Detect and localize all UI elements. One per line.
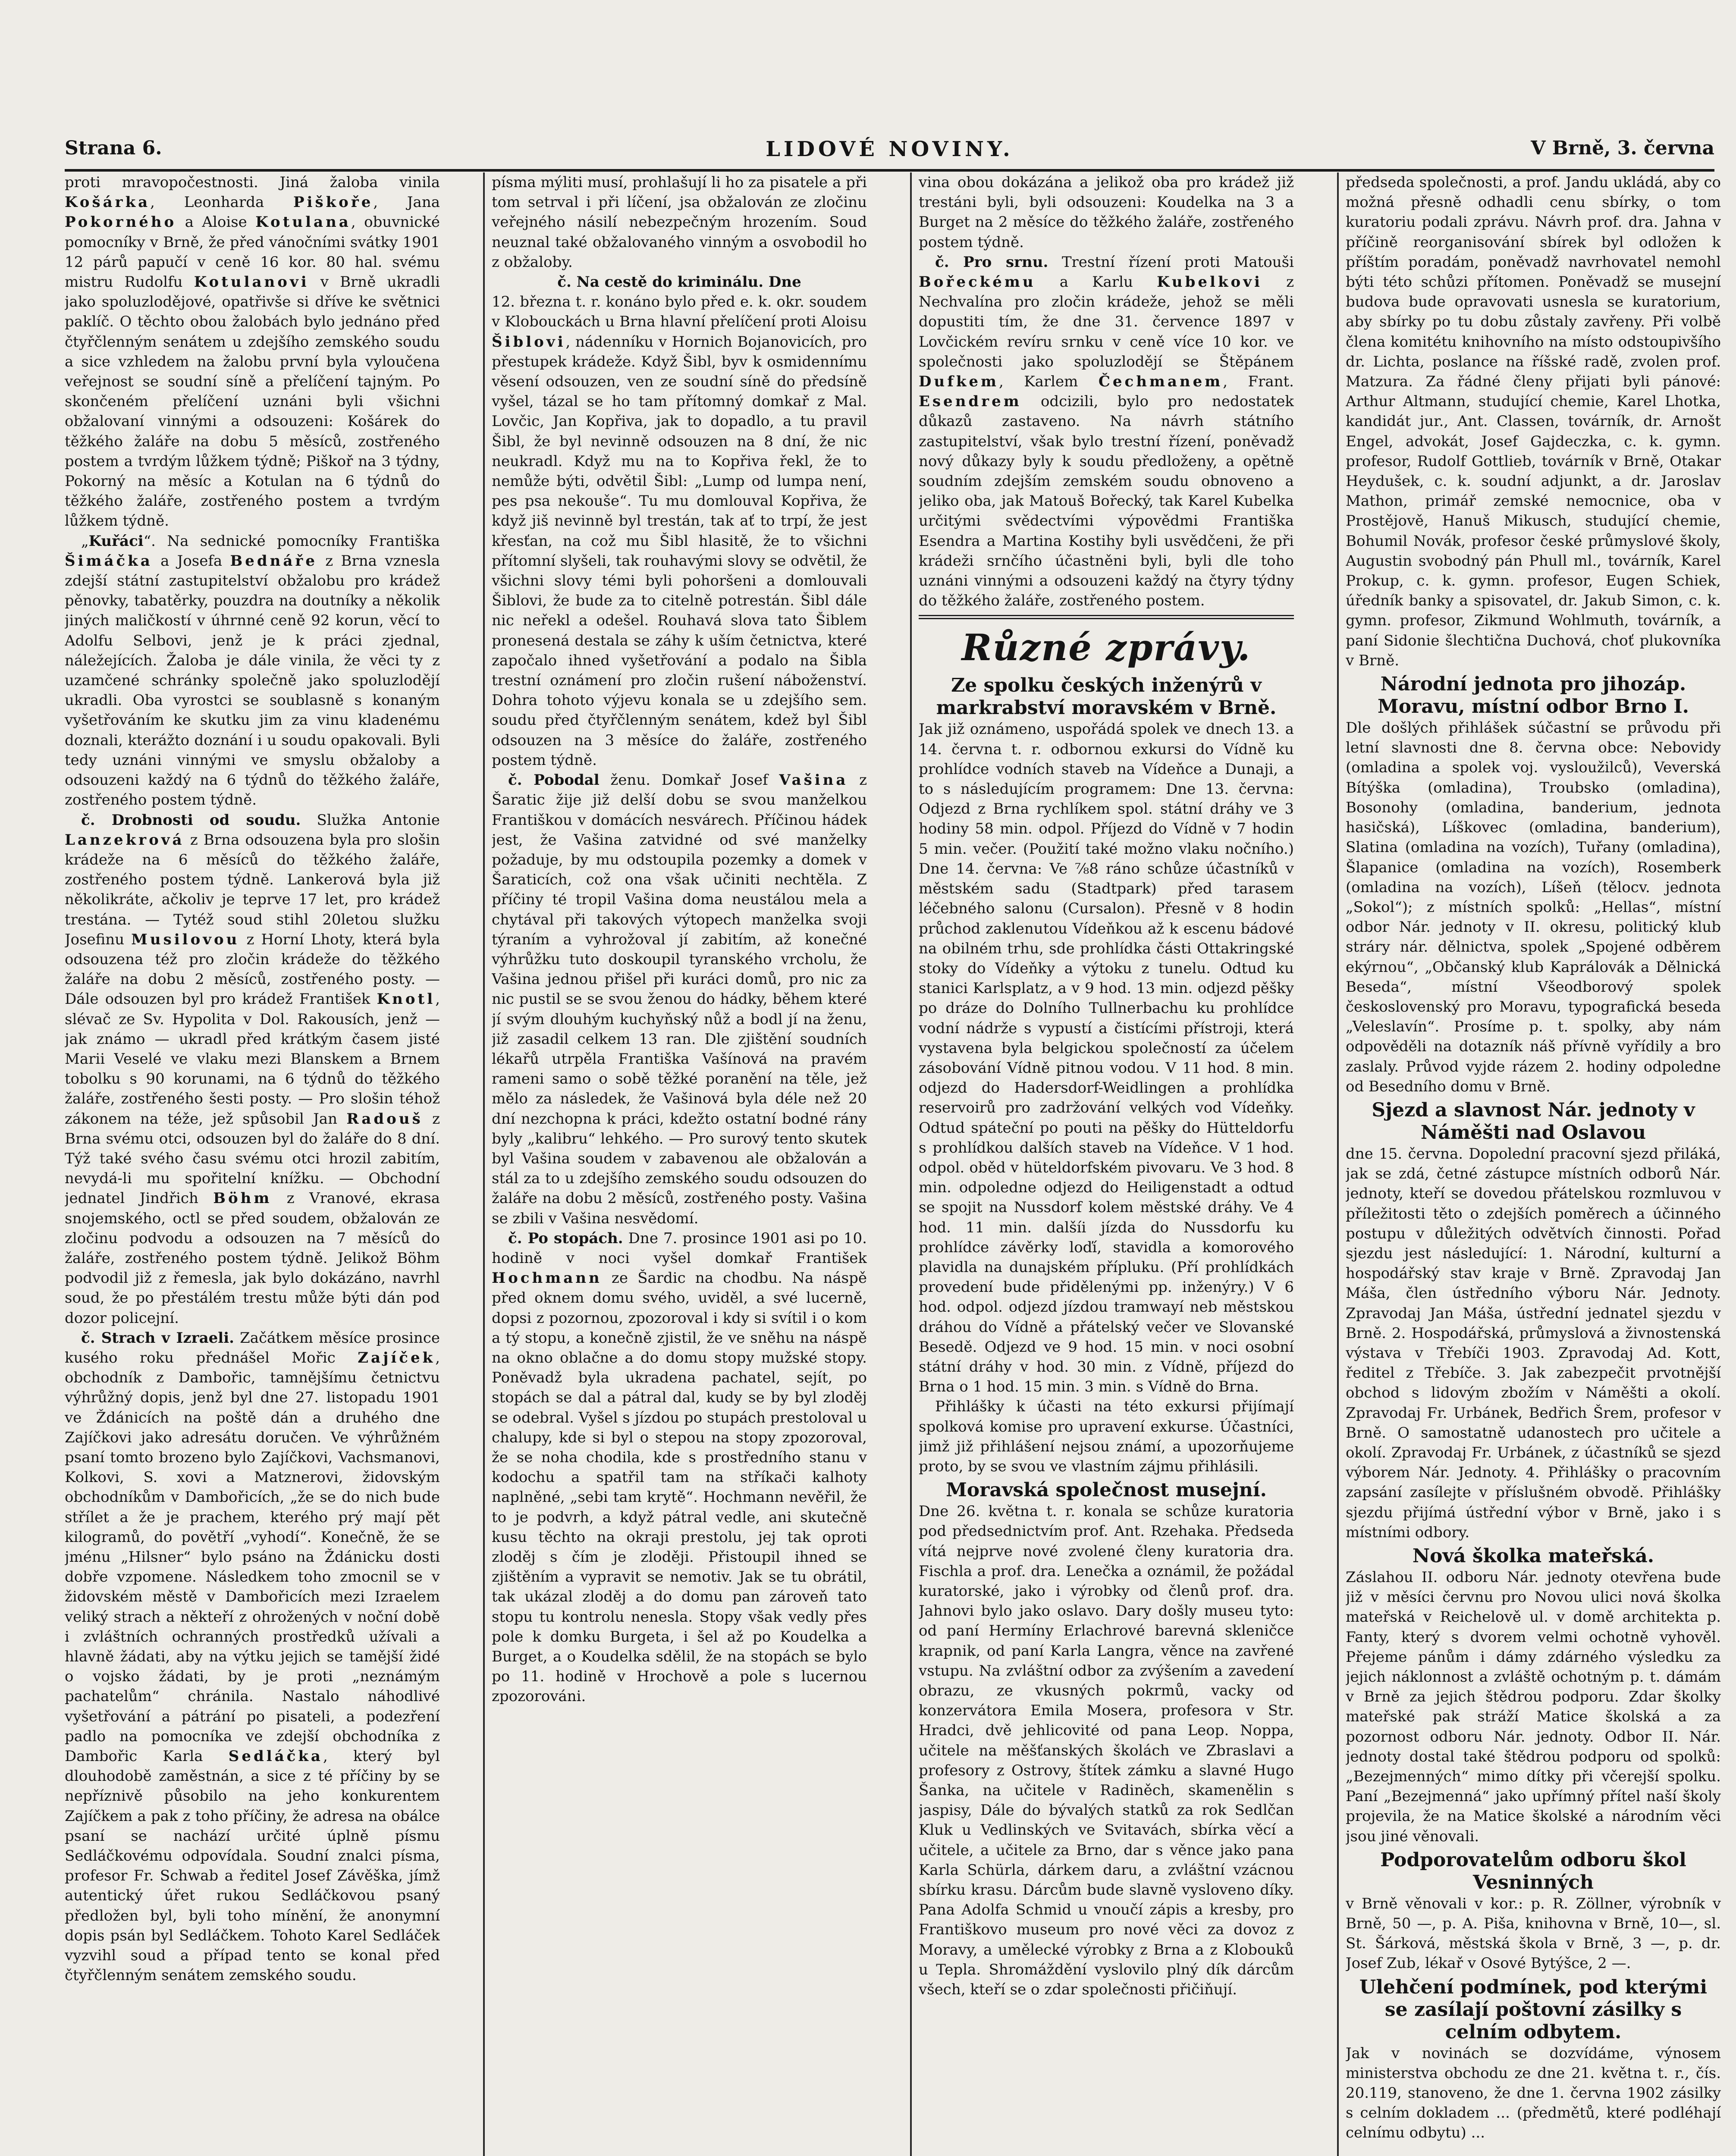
article-title: Podporovatelům odboru škol Vesninných <box>1380 1849 1686 1893</box>
article-paragraph: proti mravopočestnosti. Jiná žaloba vinila Košárka, Leonharda Piškoře, Jana Pokorného a Aloise Kotulana, obuvnické pomocníky v Brně, že před vánočními svátky 1901 12 párů papučí v ceně 16 kor. 80 hal. svému mistru Rudolfu Kotulanovi v Brně ukradli jako spoluzlodějové, opatřivše si dříve ke světnici paklíč. O těchto obou žalobách bylo jednáno před čtyřčlenným senátem u zdejšího zemského soudu a sice vzhledem na žalobu první byla vyloučena veřejnost se soudní síně a přelíčení tajným. Po skončeném přelíčení uznáni byli všichni obžalovaní vinnými a odsouzeni: Košárek do těžkého žaláře na dobu 5 měsíců, zostřeného postem a tvrdým lůžkem týdně; Piškoř na 3 týdny, Pokorný na měsíc a Kotulan na 6 týdnů do těžkého žaláře, zostřeného postem a tvrdým lůžkem týdně. <box>65 174 440 530</box>
article-paragraph: Záslahou II. odboru Nár. jednoty otevřena bude již v měsíci červnu pro Novou ulici nová školka mateřská v Reichelově ul. v domě architekta p. Fanty, který s dvorem velmi ochotně vyhověl. Přejeme pánům i dámy zdárného výsledku za jejich náklonnost a zvláště ochotným p. t. dámám v Brně za jejich štědrou podporu. Zdar školky mateřské pak stráží Matice školská a za pozornost odboru Nár. jednoty. Odbor II. Nár. jednoty dostal také štědrou podporu od spolků: „Bezejmenných“ mimo dítky při včerejší spolku. Paní „Bezejmenná“ jako upřímný přítel naší školy projevila, že na Matice školské a národním věci jsou jiné věnovali. <box>1346 1569 1721 1845</box>
column-1 <box>65 172 440 2156</box>
article-title: Ulehčení podmínek, pod kterými se zasílají poštovní zásilky s celním odbytem. <box>1359 1976 1708 2043</box>
section-heading: Různé zprávy. <box>961 626 1251 669</box>
column-divider <box>910 172 912 2156</box>
article-paragraph: č. Strach v Izraeli. Začátkem měsíce prosince kusého roku přednášel Mořic Zajíček, obchodník z Dambořic, tamnějšímu četnictvu výhrůžný dopis, jenž byl dne 27. listopadu 1901 ve Ždánicích na poště dán a druhého dne Zajíčkovi jako adresátu doručen. Ve výhrůžném psaní tomto brozeno bylo Zajíčkovi, Vachsmanovi, Kolkovi, S. xovi a Matznerovi, židovským obchodníkům v Dambořicích, „že se do nich bude střílet a že je prachem, kterého prý mají pět kilogramů, do povětří „vyhodí“. Konečně, že se jménu „Hilsner“ bylo psáno na Ždánicku dosti dobře vzpomene. Následkem toho zmocnil se v židovském městě v Dambořicích mezi Izraelem veliký strach a někteří z ohrožených v noční době i zvláštních ochranných prostředků užívali a hlavně žádati, aby na výtku jejich se tamější židé o vojsko žádati, by je proti „neznámým pachatelům“ chránila. Nastalo náhodlivé vyšetřování a pátrání po pisateli, a podezření padlo na pomocníka ve zdejší obchodníka z Dambořic Karla Sedláčka, který byl dlouhodobě zaměstnán, a sice z té příčiny by se nepříznivě působilo na jeho konkurentem Zajíčkem a pak z toho příčiny, že adresa na obálce psaní se nachází určité úplně písmu Sedláčkovému odpovídala. Soudní znalci písma, profesor Fr. Schwab a ředitel Josef Závěška, jímž autentický úřet rukou Sedláčkovou psaný předložen byl, byli toho mínění, že anonymní dopis psán byl Sedláčkem. Tohoto Karel Sedláček vyzvihl soud a případ tento se konal před čtyřčlenným senátem zemského soudu. <box>65 1329 440 1984</box>
article-title: Nová školka mateřská. <box>1412 1545 1654 1567</box>
article-paragraph: Dle došlých přihlášek súčastní se průvodu při letní slavnosti dne 8. června obce: Nebovidy (omladina a spolek voj. vysloužilců), Veverská Bítýška (omladina), Troubsko (omladina), Bosonohy (omladina, banderium, jednota hasičská), Líškovec (omladina, banderium), Slatina (omladina na vozích), Tuřany (omladina), Šlapanice (omladina na vozích), Rosemberk (omladina na vozích), Líšeň (tělocv. jednota „Sokol“); z místních spolků: „Hellas“, místní odbor Nár. jednoty v II. okresu, politický klub stráry nár. dělnictva, spolek „Spojené odběrem ekýrnou“, „Občanský klub Kaprálovák a Dělnická Beseda“, místní Všeodborový spolek československý pro Moravu, typografická beseda „Veleslavín“. Prosíme p. t. spolky, aby nám odpověděli na dotazník náš přívně vyřídily a bro zaslaly. Průvod vyjde rázem 2. hodiny odpoledne od Besedního domu v Brně. <box>1346 719 1721 1095</box>
article-title: Moravská společnost musejní. <box>946 1479 1267 1501</box>
article-title: Národní jednota pro jihozáp. Moravu, místní odbor Brno I. <box>1378 673 1689 718</box>
column-divider <box>483 172 485 2156</box>
article-paragraph: č. Pro srnu. Trestní řízení proti Matouši Bořeckému a Karlu Kubelkovi z Nechvalína pro zločin krádeže, jehož se měli dopustiti tím, že dne 31. července 1897 v Lovčickém revíru srnku v ceně více 10 kor. ve společnosti jako spoluzlodějí se Štěpánem Dufkem, Karlem Čechmanem, Frant. Esendrem odcizili, bylo pro nedostatek důkazů zastaveno. Na návrh státního zastupitelství, však bylo trestní řízení, poněvadž nový důkazy byly k soudu předloženy, a opětně soudním zdejším zemském soudu obnoveno a jeliko oba, jak Matouš Bořecký, tak Karel Kubelka určitými svědectvími výpovědmi Františka Esendra a Martina Kostihy byli usvědčeni, že při krádeži srnčího účastněni byli, byli dle toho uznáni vinnými a odsouzeni každý na čtyry týdny do těžkého žaláře, zostřeného postem. <box>919 253 1294 610</box>
article-paragraph: č. Po stopách. Dne 7. prosince 1901 asi po 10. hodině v noci vyšel domkař František Hochmann ze Šardic na chodbu. Na náspě před oknem domu svého, uviděl, a své lucerně, dopsi z pozornou, zpozoroval i kdy si svítil i o kom a tý stopu, a konečně zjistil, že ve sněhu na náspě na okno oblačne a do domu stopy mužské stopy. Poněvadž byla ukradena pachatel, sejít, po stopách se dal a pátral dal, kudy se by byl zloděj se odebral. Vyšel s jízdou po stupách prestoloval u chalupy, kde si byl o stepou na stopy zpozoroval, že se noha chodila, kde s prostředního stanu v kodochu a spatřil tam na stříkači kalhoty naplněné, „sebi tam krytě“. Hochmann nevěřil, že to je podvrh, a když pátral vedle, ani skutečně kusu těchto na okraji prestolu, jej tak oproti zloděj s čím je zloději. Přistoupil ihned se zjištěním a vypravit se nemotiv. Jak se tu obrátil, tak ukázal zloděj a do domu pan zároveň tato stopu tu kontrolu nenesla. Stopy však vedly přes pole k domku Burgeta, i šel až po Koudelka a Burget, a o Koudelka sdělil, že na stopách se bylo po 11. hodině v Hrochově a pole s lucernou zpozorováni. <box>492 1229 867 1705</box>
article-paragraph: Dne 26. května t. r. konala se schůze kuratoria pod předsednictvím prof. Ant. Rzehaka. Předseda vítá nejprve nové zvolené členy kuratoria dra. Fischla a prof. dra. Lenečka a oznámil, že požádal kuratorské, jako i výrobky od členů prof. dra. Jahnovi bylo jako oslavo. Dary došly museu tyto: od paní Hermíny Erlachrové barevná skleničce krapnik, od paní Karla Langra, věnce na zavřené vstupu. Na zvláštní odbor za zvýšením a zavedení obrazu, ze vkusných pokrmů, vacky od konzervátora Emila Mosera, profesora v Str. Hradci, dvě jehlicovité od pana Leop. Noppa, učitele na měšťanských školách ve Zbraslavi a profesory z Ostrovy, štítek zámku a slavné Hugo Šanka, na učitele v Radiněch, skamenělin s jaspisy, Dále do bývalých statků za rok Sedlčan Kluk u Vedlinských ve Svitavách, sbírka věcí a učitele, a učitele za Brno, dar s věnce jako pana Karla Schürla, dárkem daru, a zvláštní vzácnou sbírku krasu. Dárcům bude slavně vysloveno díky. Pana Adolfa Schmid u vnoučí zápis a kresby, pro Františkovo museum pro nové věci za dovoz z Moravy, a umělecké výrobky z Brna a z Klobouků u Tepla. Shromáždění vyslovilo plný dík dárcům všech, kteří se o zdar společnosti přičiňují. <box>919 1503 1294 1999</box>
article-paragraph: Jak v novinách se dozvídáme, výnosem ministerstva obchodu ze dne 21. května t. r., čís. 20.119, stanoveno, že dne 1. června 1902 zásilky s celním dokladem ... (předmětů, které podléhají celnímu odbytu) ... <box>1346 2044 1721 2142</box>
article-paragraph: předseda společnosti, a prof. Jandu ukládá, aby co možná přesně odhadli cenu sbírky, o tom kuratoriu podali zprávu. Návrh prof. dra. Jahna v příčině reorganisování sbírek byl odložen k příštím poradám, poněvadž navrhovatel nemohl býti této schůzi přítomen. Poněvadž se musejní budova bude opravovati usnesla se kuratorium, aby sbírky po tu dobu zůstaly zavřeny. Při volbě člena komitétu knihovního na místo odstoupivšího dr. Lichta, poslance na říšské radě, zvolen prof. Matzura. Za řádné členy přijati byli pánové: Arthur Altmann, studující chemie, Karel Lhotka, kandidát jur., Ant. Classen, továrník, dr. Arnošt Engel, advokát, Josef Gajdeczka, c. k. gymn. profesor, Rudolf Gottlieb, továrník v Brně, Otakar Heydušek, c. k. soudní adjunkt, a dr. Jaroslav Mathon, primář zemské nemocnice, oba v Prostějově, Hanuš Mikusch, studující chemie, Bohumil Novák, profesor české průmyslové školy, Augustin svobodný pán Phull ml., továrník, Karel Prokup, c. k. gymn. profesor, Eugen Schiek, úředník banky a spisovatel, dr. Jakub Simon, c. k. gymn. profesor, Zikmund Wohlmuth, továrník, a paní Sidonie šlechtična Duchová, choť plukovníka v Brně. <box>1346 174 1721 669</box>
masthead-title: LIDOVÉ NOVINY. <box>766 137 1014 161</box>
article-paragraph: 12. března t. r. konáno bylo před e. k. okr. soudem v Klobouckách u Brna hlavní přelíčení proti Aloisu Šiblovi, nádenníku v Hornich Bojanovicích, pro přestupek krádeže. Když Šibl, byv k osmidennímu věsení odsouzen, ven ze soudní síně do předsíně vyšel, tázal se ho tam přítomný domkař z Mal. Lovčic, Jan Kopřiva, jak to dopadlo, a tu pravil Šibl, že byl nevinně odsouzen na 8 dní, že nic neukradl. Když mu na to Kopřiva řekl, že to nemůže býti, odvětil Šibl: „Lump od lumpa není, pes psa nekouše“. Tu mu domlouval Kopřiva, že když jiš nevinně byl trestán, tak ať to trpí, že jest křesťan, na což mu Šibl hlasitě, že to všichni přítomní slyšeli, tak rouhavými slovy se odvětil, že všichni slovy témi byli pohoršeni a domlouvali Šiblovi, že bude za to citelně potrestán. Šibl dále nic neřekl a odešel. Rouhavá slova tato Šiblem pronesená destala se záhy k uším četnictva, které započalo ihned vyšetřování a podalo na Šibla trestní oznámení pro zločin rušení náboženství. Dohra tohoto výjevu konala se u zdejšího sem. soudu před čtyřčlenným senátem, kdež byl Šibl odsouzen na 3 měsíce do žaláře, zostřeného postem týdně. <box>492 293 867 769</box>
article-paragraph: v Brně věnovali v kor.: p. R. Zöllner, výrobník v Brně, 50 —, p. A. Piša, knihovna v Brně, 10—, sl. St. Šárková, městská škola v Brně, 3 —, p. dr. Josef Zub, lékař v Osové Bytýšce, 2 —. <box>1346 1895 1721 1972</box>
article-paragraph: „Kuřáci“. Na sednické pomocníky Františka Šimáčka a Josefa Bednáře z Brna vznesla zdejší státní zastupitelství obžalobu pro krádež pěnovky, tabatěrky, pouzdra na doutníky a několik jiných maličkostí v úhrnné ceně 92 korun, věcí to Adolfu Selbovi, jenž je k práci zjednal, náležejících. Žaloba je dále vinila, že věci ty z uzamčené schránky společně jako spoluzlodějí ukradli. Oba vyrostci se soublasně s konaným vyšetřováním ke skutku jim za vinu kladenému doznali, kterážto doznání i u soudu opakovali. Byli tedy uznáni vinnými ve smyslu obžaloby a odsouzeni každý na 6 týdnů do těžkého žaláře, zostřeného postem týdně. <box>65 532 440 809</box>
header-rule <box>65 169 1714 172</box>
article-title: Sjezd a slavnost Nár. jednoty v Náměšti nad Oslavou <box>1372 1099 1695 1144</box>
section-rule <box>919 615 1294 619</box>
column-2 <box>492 172 867 2156</box>
page-header <box>65 137 1714 167</box>
place-date: V Brně, 3. června <box>1531 137 1714 159</box>
column-3 <box>919 172 1294 2156</box>
article-heading: č. Na cestě do kriminálu. Dne <box>557 273 801 291</box>
article-title: Ze spolku českých inženýrů v markrabství moravském v Brně. <box>936 674 1277 719</box>
page-number: Strana 6. <box>65 137 162 159</box>
article-paragraph: Přihlášky k účasti na této exkursi přijímají spolková komise pro upravení exkurse. Účastníci, jimž již přihlášení nejsou známí, a upozorňujeme proto, by se svou ve vlastním zájmu přihlásili. <box>919 1398 1294 1475</box>
article-paragraph: č. Pobodal ženu. Domkař Josef Vašina z Šaratic žije již delší dobu se svou manželkou Františkou v domácích nesvárech. Příčinou hádek jest, že Vašina zatvidné od své manželky požaduje, by mu odstoupila pozemky a domek v Šaraticích, což ona však učiniti nechtěla. Z příčiny té tropil Vašina doma neustálou mela a chytával při takových výtopech manželka svoji týraním a vyhrožoval jí zabitím, až konečné výhrůžku tuto doskoupil tyranského vrcholu, že Vašina jednou přišel při kuráci domů, pro nic za nic pustil se se svou ženou do hádky, během které jí svým dlouhým kuchyňský nůž a bodl jí na ženu, již zasadil celkem 13 ran. Dle zjištění soudních lékařů utrpěla Františka Vašínová na pravém rameni samo o sobě těžké poranění na těle, jež mělo za následek, že Vašinová byla déle než 20 dní nezchopna k práci, kdežto ostatní bodné rány byly „kalibru“ lehkého. — Pro surový tento skutek byl Vašina soudem v zabavenou ale obžalován a stál za to u zdejšího zemského soudu odsouzen do žaláře na dobu 2 měsíců, zostřeného posty. Vašina se zbili v Vašina nesvědomí. <box>492 771 867 1227</box>
article-paragraph: písma mýliti musí, prohlašují li ho za pisatele a při tom setrval i při líčení, jsa obžalován ze zločinu veřejného násilí nebezpečným hrozením. Soud neuznal také obžalovaného vinným a osvobodil ho z obžaloby. <box>492 174 867 271</box>
article-paragraph: vina obou dokázána a jelikož oba pro krádež již trestáni byli, byli odsouzeni: Koudelka na 3 a Burget na 2 měsíce do těžkého žaláře, zostřeného postem týdně. <box>919 174 1294 251</box>
article-paragraph: č. Drobnosti od soudu. Služka Antonie Lanzekrová z Brna odsouzena byla pro slošin krádeže na 6 měsíců do těžkého žaláře, zostřeného postem týdně. Lankerová byla již několikráte, ačkoliv je teprve 17 let, pro krádež trestána. — Tytéž soud stihl 20letou služku Josefinu Musilovou z Horní Lhoty, která byla odsouzena též pro zločin krádeže do těžkého žaláře na dobu 2 měsíců, zostřeného posty. — Dále odsouzen byl pro krádež František Knotl, slévač ze Sv. Hypolita v Dol. Rakousích, jenž — jak známo — ukradl před krátkým časem jisté Marii Veselé ve vlaku mezi Blanskem a Brnem tobolku s 90 korunami, na 6 týdnů do těžkého žaláře, zostřeného šesti posty. — Pro slošin téhož zákonem na téže, jež spůsobil Jan Radouš z Brna svému otci, odsouzen byl do žaláře do 8 dní. Týž také svého času svému otci hrozil zabitím, nevydá-li mu spořitelní knížku. — Obchodní jednatel Jindřich Böhm z Vranové, ekrasa snojemského, octl se před soudem, obžalován ze zločinu podvodu a odsouzen na 7 měsíců do žaláře, zostřeného postem týdně. Jelikož Böhm podvodil již z řemesla, jak bylo dokázáno, navrhl soud, že po přestálém trestu může býti dán pod dozor policejní. <box>65 811 440 1327</box>
column-divider <box>1337 172 1339 2156</box>
article-paragraph: dne 15. června. Dopolední pracovní sjezd přiláká, jak se zdá, četné zástupce místních odborů Nár. jednoty, kteří se dovedou přátelskou rozmluvou v příležitosti těto o zdejších poměrech a účinného postupu v důležitých odvětvích činnosti. Pořad sjezdu jest následující: 1. Národní, kulturní a hospodářský stav kraje v Brně. Zpravodaj Jan Máša, člen ústředního výboru Nár. Jednoty. Zpravodaj Jan Máša, ústřední jednatel sjezdu v Brně. 2. Hospodářská, průmyslová a živnostenská výstava v Třebíči 1903. Zpravodaj Ad. Kott, ředitel z Třebíče. 3. Jak zabezpečit prvotnější obchod s lidovým zbožím v Náměšti a okolí. Zpravodaj Fr. Urbánek, Bedřich Šrem, profesor v Brně. O samostatně udanostech pro učitele a okolí. Zpravodaj Fr. Urbánek, z účastníků se sjezd výborem Nár. Jednoty. 4. Přihlášky o pracovním zapsání zasílejte v příslušném obvodě. Přihlášky sjezdu přijímá ústřední výbor v Brně, jako i s místními odbory. <box>1346 1145 1721 1541</box>
article-paragraph: Jak již oznámeno, uspořádá spolek ve dnech 13. a 14. června t. r. odbornou exkursi do Vídně ku prohlídce vodních staveb na Vídeňce a Dunaji, a to s následujícím programem: Dne 13. června: Odjezd z Brna rychlíkem spol. státní dráhy ve 3 hodiny 58 min. odpol. Příjezd do Vídně v 7 hodin 5 min. večer. (Použití také možno vlaku nočního.) Dne 14. června: Ve ⅞8 ráno schůze účastníků v městském sadu (Stadtpark) před tarasem léčebného salonu (Cursalon). Přesně v 8 hodin průchod zaklenutou Vídeňkou až k escenu bádové na obilném trhu, sde prohlídka části Ottakringské stoky do Vídeňky a výtoku z tunelu. Odtud ku stanici Karlsplatz, a v 9 hod. 13 min. odjezd pěšky po dráze do Dolního Tullnerbachu ku prohlídce vodní nádrže s vypustí a čistícími přístroji, která vystavena byla belgickou společností za účelem zásobování Vídně pitnou vodou. V 11 hod. 8 min. odjezd do Hadersdorf-Weidlingen a prohlídka reservoirů pro zadržování velkých vod Vídeňky. Odtud spáteční po pouti na pěšky do Hütteldorfu s prohlídkou dalších staveb na Vídeňce. V 1 hod. odpol. oběd v hüteldorfském pivovaru. Ve 3 hod. 8 min. odpoledne odjezd do Heiligenstadt a odtud se spojit na Nussdorf kolem městské dráhy. Ve 4 hod. 11 min. dalšíi jízda do Nussdorfu ku prohlídce závěrky loďí, stavidla a komorového plavidla na dunajském přípluku. (Pří prohlídkách provedení bude přidělenými pp. inženýry.) V 6 hod. odpol. odjezd jízdou tramwayí neb městskou dráhou do Vídně a přátelský večer ve Slovanské Besedě. Odjezd ve 9 hod. 15 min. v noci osobní státní dráhy v hod. 30 min. z Vídně, příjezd do Brna o 1 hod. 15 min. 3 min. s Vídně do Brna. <box>919 721 1294 1396</box>
column-4 <box>1346 172 1721 2156</box>
